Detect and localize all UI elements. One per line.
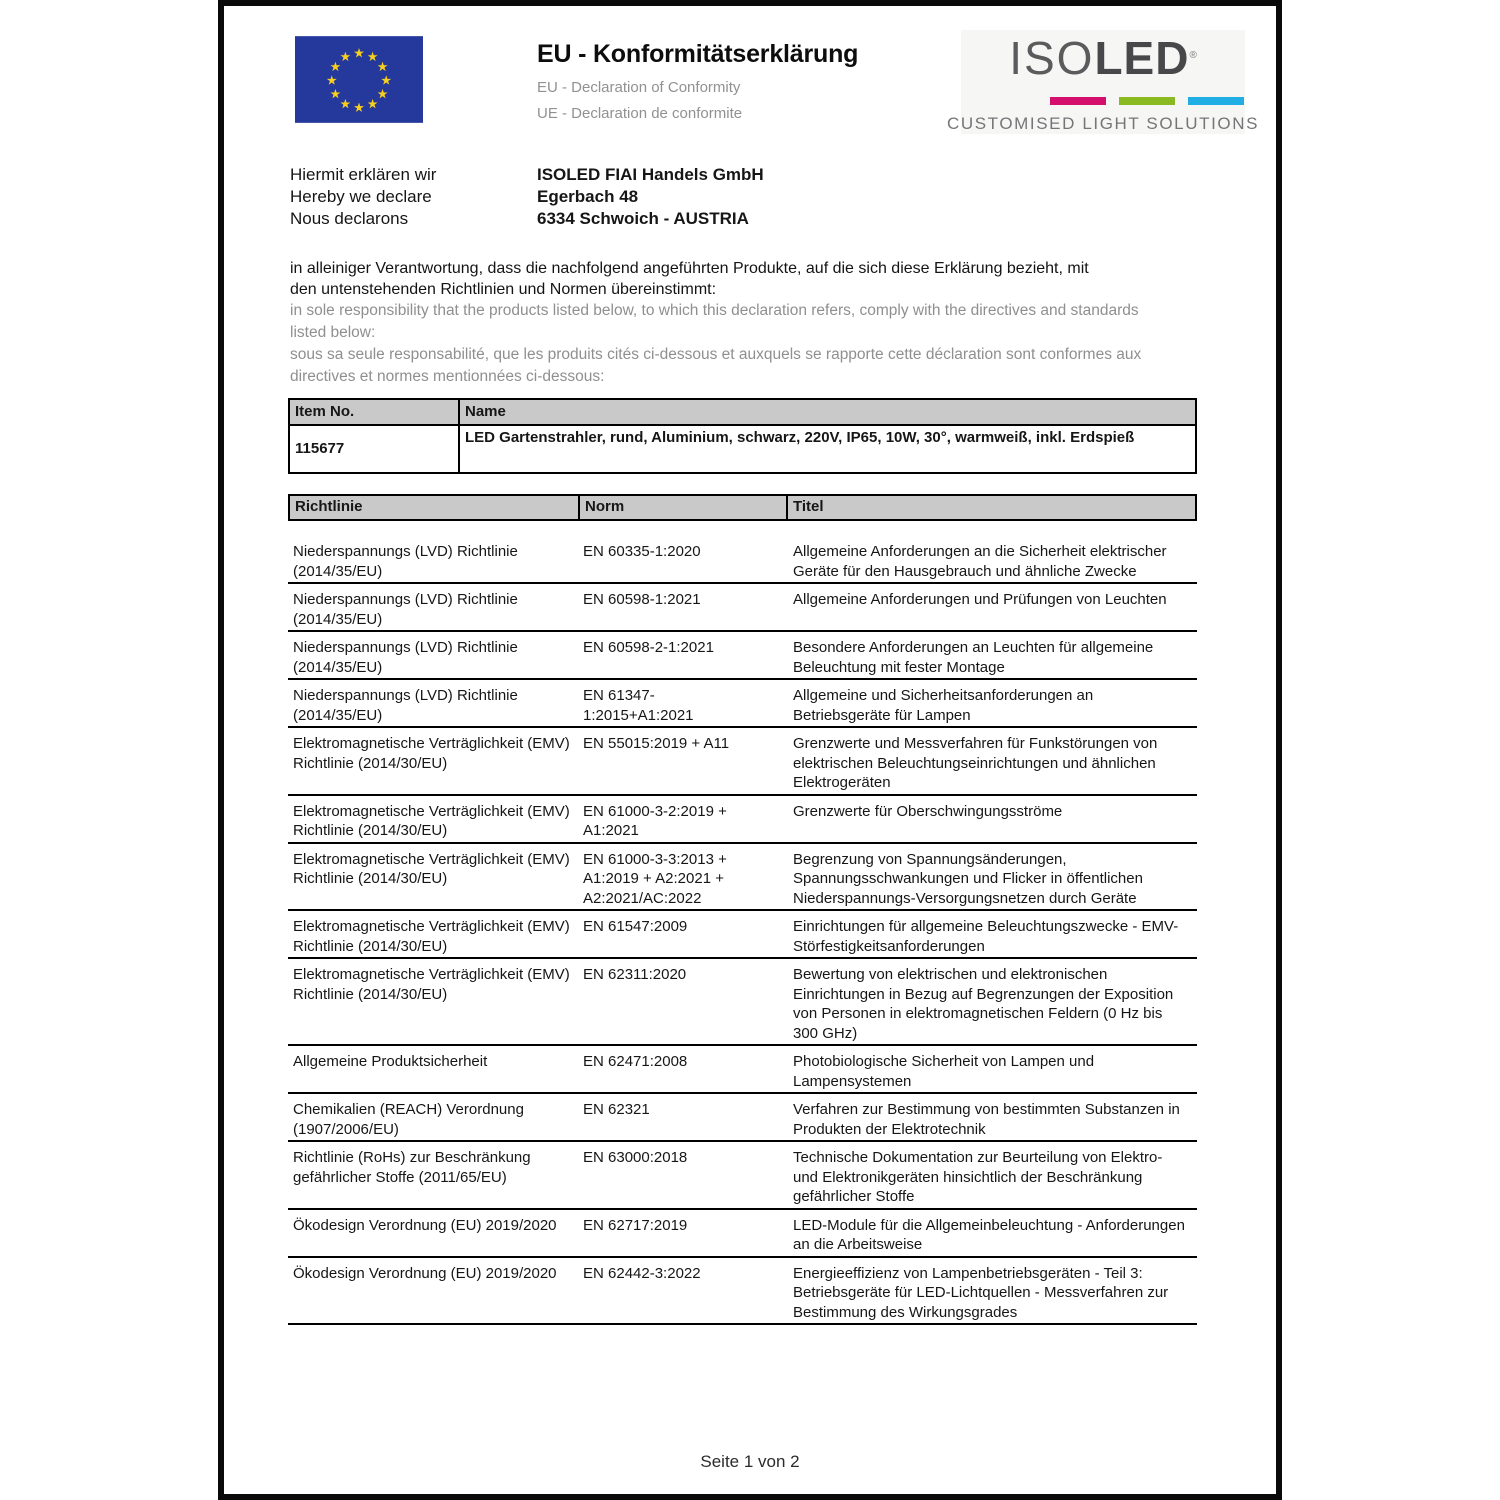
item-table-row [290, 426, 1195, 472]
table-row [288, 632, 1197, 680]
subtitle-en: EU - Declaration of Conformity [537, 79, 741, 96]
table-row [288, 959, 1197, 1046]
norm-cell: EN 62717:2019 [583, 1216, 688, 1234]
directive-cell: Chemikalien (REACH) Verordnung (1907/2006/EU) [293, 1101, 524, 1138]
norm-cell: EN 62321 [583, 1101, 650, 1118]
directive-cell: Richtlinie (RoHs) zur Beschränkung gefährlicher Stoffe (2011/65/EU) [293, 1149, 531, 1186]
statement-fr-line1: sous sa seule responsabilité, que les produits cités ci-dessous et auxquels se rapporte cette déclaration sont conformes aux [290, 346, 1142, 363]
header-richtlinie: Richtlinie [295, 498, 363, 515]
header-norm: Norm [578, 496, 788, 519]
logo-wordmark [1009, 32, 1197, 92]
directive-cell: Elektromagnetische Verträglichkeit (EMV) Richtlinie (2014/30/EU) [293, 802, 570, 839]
table-row [288, 1094, 1197, 1142]
table-row [288, 728, 1197, 796]
item-table-header [290, 400, 1195, 426]
logo-registered-mark: ® [1189, 50, 1197, 61]
table-row [288, 536, 1197, 584]
table-row [288, 1258, 1197, 1326]
eu-flag [295, 36, 423, 123]
item-table [288, 398, 1197, 474]
directive-cell: Allgemeine Produktsicherheit [293, 1053, 488, 1070]
directive-cell: Elektromagnetische Verträglichkeit (EMV) Richtlinie (2014/30/EU) [293, 850, 570, 887]
norm-cell: EN 61547:2009 [583, 918, 688, 935]
title-cell: Allgemeine Anforderungen und Prüfungen von Leuchten [793, 591, 1167, 608]
title-cell: Besondere Anforderungen an Leuchten für allgemeine Beleuchtung mit fester Montage [793, 639, 1154, 676]
directive-cell: Elektromagnetische Verträglichkeit (EMV) Richtlinie (2014/30/EU) [293, 966, 570, 1003]
title-cell: Energieeffizienz von Lampenbetriebsgeräten - Teil 3: Betriebsgeräte für LED-Lichtquellen - Messverfahren zur Bestimmung des Wirkungsgrades [793, 1264, 1169, 1321]
declaration-block [290, 164, 764, 230]
logo-iso-text: ISO [1009, 32, 1095, 84]
title-cell: Allgemeine und Sicherheitsanforderungen an Betriebsgeräte für Lampen [793, 687, 1094, 724]
logo-color-bars [1050, 97, 1244, 105]
directive-cell: Niederspannungs (LVD) Richtlinie (2014/35/EU) [293, 639, 518, 676]
directive-cell: Ökodesign Verordnung (EU) 2019/2020 [293, 1264, 557, 1282]
logo-led-text: LED [1094, 32, 1190, 84]
directive-cell: Elektromagnetische Verträglichkeit (EMV) Richtlinie (2014/30/EU) [293, 735, 570, 772]
table-row [288, 911, 1197, 959]
directive-cell: Ökodesign Verordnung (EU) 2019/2020 [293, 1216, 557, 1234]
directive-cell: Niederspannungs (LVD) Richtlinie (2014/35/EU) [293, 591, 518, 628]
table-row [288, 1210, 1197, 1258]
statement-en-line2: listed below: [290, 324, 376, 341]
declaration-label-de: Hiermit erklären wir [290, 165, 437, 184]
company-block [537, 164, 764, 230]
title-cell: Grenzwerte und Messverfahren für Funkstörungen von elektrischen Beleuchtungseinrichtungen und ähnlichen Elektrogeräten [793, 735, 1158, 791]
logo-tagline: CUSTOMISED LIGHT SOLUTIONS [946, 114, 1260, 133]
norm-cell: EN 55015:2019 + A11 [583, 735, 730, 752]
company-city: 6334 Schwoich - AUSTRIA [537, 209, 749, 228]
directives-table [288, 494, 1197, 1325]
title-cell: Photobiologische Sicherheit von Lampen und Lampensystemen [793, 1053, 1095, 1090]
title-cell: LED-Module für die Allgemeinbeleuchtung - Anforderungen an die Arbeitsweise [793, 1216, 1185, 1253]
norm-cell: EN 60335-1:2020 [583, 543, 701, 560]
title-cell: Bewertung von elektrischen und elektronischen Einrichtungen in Bezug auf Begrenzungen der Exposition von Personen in elektromagnetischen Feldern (0 Hz bis 300 GHz) [793, 966, 1174, 1042]
norm-cell: EN 61347-1:2015+A1:2021 [583, 687, 694, 724]
table-row [288, 796, 1197, 844]
directive-cell: Niederspannungs (LVD) Richtlinie (2014/35/EU) [293, 543, 518, 580]
norm-cell: EN 60598-2-1:2021 [583, 639, 714, 656]
table-row [288, 680, 1197, 728]
norm-cell: EN 62311:2020 [583, 966, 687, 983]
directive-cell: Elektromagnetische Verträglichkeit (EMV) Richtlinie (2014/30/EU) [293, 918, 570, 955]
title-cell: Begrenzung von Spannungsänderungen, Spannungsschwankungen und Flicker in öffentlichen Niederspannungs-Versorgungsnetzen durch Geräte [793, 850, 1143, 907]
table-row [288, 584, 1197, 632]
page-footer: Seite 1 von 2 [700, 1452, 800, 1471]
title-cell: Einrichtungen für allgemeine Beleuchtungszwecke - EMV-Störfestigkeitsanforderungen [793, 918, 1179, 955]
company-name: ISOLED FIAI Handels GmbH [537, 165, 764, 184]
title-block [537, 40, 858, 121]
norm-cell: EN 61000-3-3:2013 + A1:2019 + A2:2021 + A2:2021/AC:2022 [583, 850, 727, 907]
title-cell: Grenzwerte für Oberschwingungsströme [793, 802, 1063, 820]
item-no-header: Item No. [295, 403, 355, 420]
declaration-label-fr: Nous declarons [290, 209, 409, 228]
table-row [288, 1142, 1197, 1210]
isoled-logo [946, 30, 1260, 134]
document-page [218, 0, 1282, 1500]
declaration-label-en: Hereby we declare [290, 187, 432, 206]
title-cell: Allgemeine Anforderungen an die Sicherheit elektrischer Geräte für den Hausgebrauch und ähnliche Zwecke [793, 543, 1167, 580]
norm-cell: EN 60598-1:2021 [583, 591, 701, 608]
company-street: Egerbach 48 [537, 187, 639, 206]
page-title: EU - Konformitätserklärung [537, 40, 859, 68]
table-row [288, 844, 1197, 912]
item-no-value: 115677 [295, 440, 345, 457]
statement-de-line1: in alleiniger Verantwortung, dass die nachfolgend angeführten Produkte, auf die sich diese Erklärung bezieht, mit [290, 260, 1089, 277]
title-cell: Verfahren zur Bestimmung von bestimmten Substanzen in Produkten der Elektrotechnik [793, 1101, 1180, 1138]
statement-fr-line2: directives et normes mentionnées ci-dessous: [290, 368, 605, 385]
header-titel: Titel [793, 498, 824, 515]
table-row [288, 1046, 1197, 1094]
norm-cell: EN 63000:2018 [583, 1149, 688, 1166]
subtitle-fr: UE - Declaration de conformite [537, 105, 743, 122]
directives-table-header [288, 494, 1197, 521]
norm-cell: EN 62471:2008 [583, 1053, 688, 1070]
statement-block [290, 258, 1141, 388]
statement-en-line1: in sole responsibility that the products listed below, to which this declaration refers, comply with the directives and standards [290, 302, 1139, 319]
norm-cell: EN 62442-3:2022 [583, 1264, 701, 1282]
directives-table-body [288, 536, 1197, 1325]
statement-de-line2: den untenstehenden Richtlinien und Normen übereinstimmt: [290, 281, 717, 298]
norm-cell: EN 61000-3-2:2019 + A1:2021 [583, 802, 727, 839]
logo-bar-cyan [1188, 97, 1244, 105]
item-name-value: LED Gartenstrahler, rund, Aluminium, schwarz, 220V, IP65, 10W, 30°, warmweiß, inkl. Erdspieß [458, 426, 1195, 472]
name-header: Name [458, 400, 1195, 424]
logo-bar-green [1119, 97, 1175, 105]
logo-bar-magenta [1050, 97, 1106, 105]
title-cell: Technische Dokumentation zur Beurteilung von Elektro- und Elektronikgeräten hinsichtlich der Beschränkung gefährlicher Stoffe [793, 1149, 1163, 1205]
declaration-labels [290, 164, 537, 230]
directive-cell: Niederspannungs (LVD) Richtlinie (2014/35/EU) [293, 687, 518, 724]
